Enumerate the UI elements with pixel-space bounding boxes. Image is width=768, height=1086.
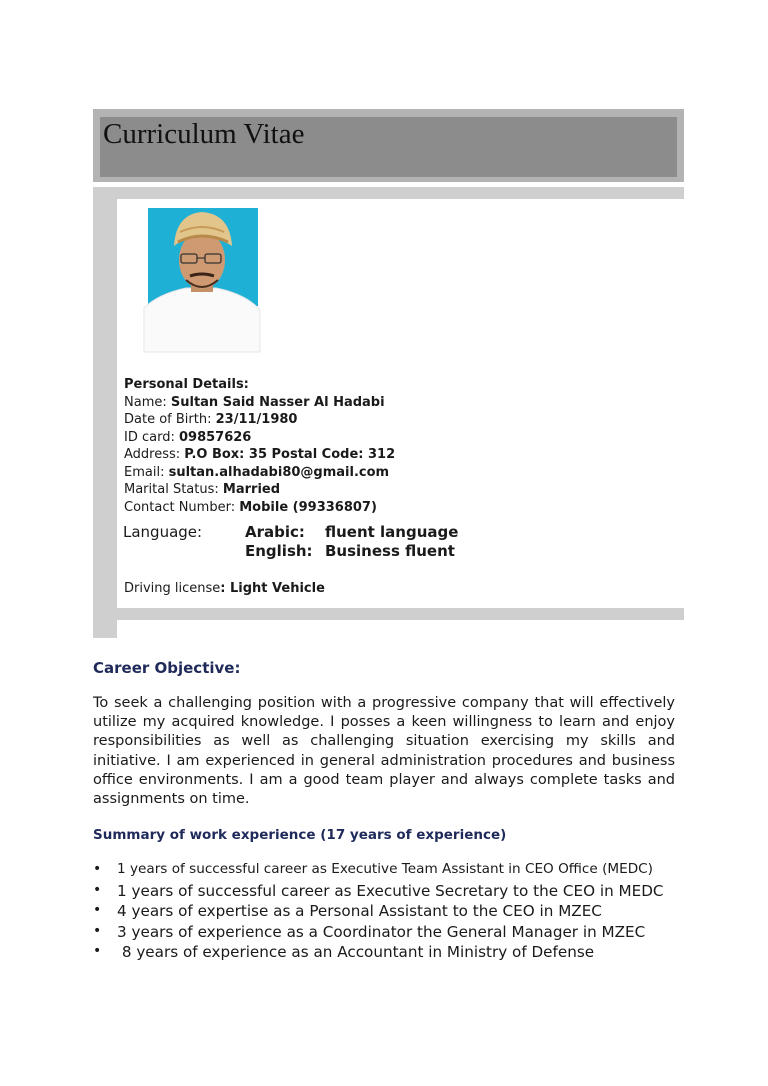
language-level: Business fluent — [325, 542, 455, 560]
bullet-icon: • — [93, 881, 102, 898]
dob-row: Date of Birth: 23/11/1980 — [124, 412, 298, 427]
frame-bottom-border — [117, 608, 684, 620]
list-item: • 1 years of successful career as Executive Team Assistant in CEO Office (MEDC) — [93, 861, 653, 877]
personal-details-heading: Personal Details: — [124, 377, 249, 392]
list-item: • 4 years of expertise as a Personal Assistant to the CEO in MZEC — [93, 902, 602, 920]
bullet-icon: • — [93, 922, 102, 939]
language-label: Language: — [123, 523, 203, 541]
language-name: Arabic: — [245, 523, 305, 541]
bullet-icon: • — [93, 861, 102, 877]
name-row: Name: Sultan Said Nasser Al Hadabi — [124, 394, 385, 410]
driving-license-row: Driving license: Light Vehicle — [124, 581, 325, 596]
profile-photo — [138, 202, 264, 354]
frame-left-border — [93, 199, 117, 638]
list-item: • 1 years of successful career as Executive Secretary to the CEO in MEDC — [93, 881, 664, 900]
work-experience-list — [93, 861, 664, 964]
bullet-icon: • — [93, 943, 102, 959]
bullet-icon: • — [93, 902, 102, 918]
frame-top-border — [93, 187, 684, 199]
list-item: • 8 years of experience as an Accountant in Ministry of Defense — [93, 943, 595, 961]
career-objective-text: To seek a challenging position with a progressive company that will effectively utilize my acquired knowledge. I posses a keen willingness to learn and enjoy responsibilities as well as challenging situation exercising my skills and initiative. I am experienced in general administration procedures and business office environments. I am a good team player and always complete tasks and assignments on time. — [93, 695, 675, 808]
address-row: Address: P.O Box: 35 Postal Code: 312 — [124, 447, 396, 462]
contact-row: Contact Number: Mobile (99336807) — [124, 499, 377, 515]
work-summary-heading: Summary of work experience (17 years of experience) — [93, 827, 507, 843]
language-name: English: — [245, 542, 313, 560]
id-row: ID card: 09857626 — [124, 429, 252, 445]
email-row: Email: sultan.alhadabi80@gmail.com — [124, 464, 390, 480]
marital-row: Marital Status: Married — [124, 482, 281, 497]
page-title: Curriculum Vitae — [103, 118, 305, 150]
language-level: fluent language — [325, 523, 459, 541]
career-objective-heading: Career Objective: — [93, 659, 241, 677]
list-item: • 3 years of experience as a Coordinator the General Manager in MZEC — [93, 922, 646, 941]
